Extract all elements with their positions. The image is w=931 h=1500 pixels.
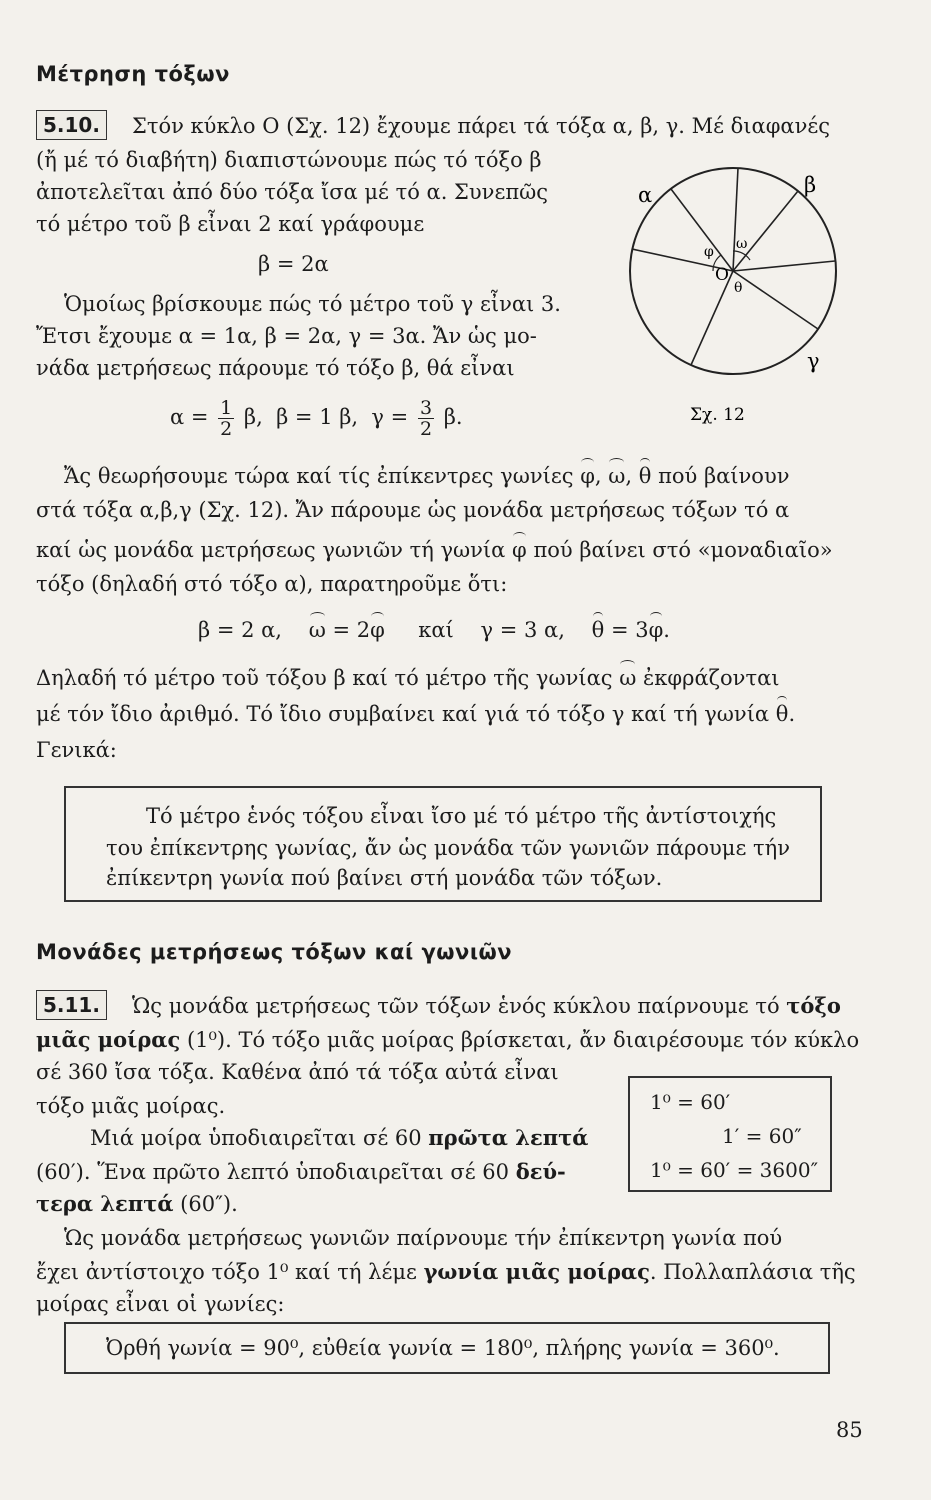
text-line: μέ τόν ἴδιο ἀριθμό. Τό ἴδιο συμβαίνει καί γιά τό τόξο γ καί τή γωνία θ. xyxy=(36,702,796,726)
text-line: στά τόξα α,β,γ (Σχ. 12). Ἄν πάρουμε ὡς μονάδα μετρήσεως τόξων τό α xyxy=(36,498,790,522)
fraction-three-halves: $\frac{3}{2}$ xyxy=(419,397,433,440)
text-line: Ἄς θεωρήσουμε τώρα καί τίς ἐπίκεντρες γωνίες φ, ω, θ πού βαίνουν xyxy=(64,464,790,488)
formula-part: β. xyxy=(443,405,463,429)
text-line: μοίρας εἶναι οἱ γωνίες: xyxy=(36,1292,285,1316)
text-line: τό μέτρο τοῦ β εἶναι 2 καί γράφουμε xyxy=(36,212,425,236)
text-line: τερα λεπτά (60″). xyxy=(36,1191,238,1216)
formula-part: γ = xyxy=(371,405,409,429)
box-line: ἐπίκεντρη γωνία πού βαίνει στή μονάδα τῶν τόξων. xyxy=(106,866,663,890)
angle-theta: θ xyxy=(638,464,652,488)
formula-part: β, xyxy=(243,405,263,429)
text-line: τόξο (δηλαδή στό τόξο α), παρατηροῦμε ὅτι: xyxy=(36,572,508,596)
formula-part: α = xyxy=(170,405,209,429)
section-heading-units: Μονάδες μετρήσεως τόξων καί γωνιῶν xyxy=(36,940,513,964)
text-line: Γενικά: xyxy=(36,738,117,762)
text-line: Ὡς μονάδα μετρήσεως γωνιῶν παίρνουμε τήν ἐπίκεντρη γωνία πού xyxy=(64,1226,783,1250)
angle-phi: φ xyxy=(512,538,527,562)
section-number-5-10: 5.10. xyxy=(36,110,107,140)
text-line: τόξο μιᾶς μοίρας. xyxy=(36,1094,226,1118)
fraction-one-half: $\frac{1}{2}$ xyxy=(220,397,233,440)
text-line: (ἤ μέ τό διαβήτη) διαπιστώνουμε πώς τό τόξο β xyxy=(36,148,542,172)
text-line: Στόν κύκλο Ο (Σχ. 12) ἔχουμε πάρει τά τόξα α, β, γ. Μέ διαφανές xyxy=(132,114,831,138)
text-line: νάδα μετρήσεως πάρουμε τό τόξο β, θά εἶναι xyxy=(36,356,515,380)
text-line: Ὡς μονάδα μετρήσεως τῶν τόξων ἑνός κύκλου παίρνουμε τό τόξο xyxy=(132,993,841,1018)
units-conversion-box xyxy=(628,1076,832,1192)
angle-phi: φ xyxy=(580,464,595,488)
equation-arc-angle: β = 2 α, ω = 2φ καί γ = 3 α, θ = 3φ. xyxy=(198,618,670,642)
label-center-o: O xyxy=(715,265,729,285)
box-line: 1′ = 60″ xyxy=(722,1124,802,1148)
formula-part: β = 1 β, xyxy=(276,405,359,429)
text-line: σέ 360 ἴσα τόξα. Καθένα ἀπό τά τόξα αὐτά εἶναι xyxy=(36,1060,559,1084)
text-line: μιᾶς μοίρας (1⁰). Τό τόξο μιᾶς μοίρας βρίσκεται, ἄν διαιρέσουμε τόν κύκλο xyxy=(36,1027,860,1052)
text-line: Ὁμοίως βρίσκουμε πώς τό μέτρο τοῦ γ εἶναι 3. xyxy=(64,292,561,316)
label-omega: ω xyxy=(736,236,748,252)
text-line: (60′). Ἕνα πρῶτο λεπτό ὑποδιαιρεῖται σέ 60 δεύ- xyxy=(36,1159,566,1184)
label-beta: β xyxy=(804,173,817,197)
text-line: Δηλαδή τό μέτρο τοῦ τόξου β καί τό μέτρο τῆς γωνίας ω ἐκφράζονται xyxy=(36,666,780,690)
box-line: του ἐπίκεντρης γωνίας, ἄν ὡς μονάδα τῶν γωνιῶν πάρουμε τήν xyxy=(106,836,790,860)
box-line: Ὀρθή γωνία = 90⁰, εὐθεία γωνία = 180⁰, πλήρης γωνία = 360⁰. xyxy=(106,1336,780,1360)
figure-caption: Σχ. 12 xyxy=(690,405,745,425)
formula-beta-2alpha: β = 2α xyxy=(258,252,329,276)
section-number-5-11: 5.11. xyxy=(36,990,107,1020)
formula-measures xyxy=(170,398,463,439)
text-line: ἀποτελεῖται ἀπό δύο τόξα ἴσα μέ τό α. Συνεπῶς xyxy=(36,180,549,204)
label-gamma: γ xyxy=(807,349,820,373)
text-line: καί ὡς μονάδα μετρήσεως γωνιῶν τή γωνία φ πού βαίνει στό «μοναδιαῖο» xyxy=(36,538,833,562)
text-line: Μιά μοίρα ὑποδιαιρεῖται σέ 60 πρῶτα λεπτά xyxy=(90,1125,589,1150)
angle-omega: ω xyxy=(608,464,626,488)
label-alpha: α xyxy=(638,183,653,207)
label-theta: θ xyxy=(734,280,743,296)
definition-box xyxy=(64,786,822,902)
label-phi: φ xyxy=(704,244,714,260)
text-line: Ἔτσι ἔχουμε α = 1α, β = 2α, γ = 3α. Ἄν ὡς μο- xyxy=(36,324,537,348)
figure-12-circle xyxy=(620,160,860,430)
text-line: ἔχει ἀντίστοιχο τόξο 1⁰ καί τή λέμε γωνία μιᾶς μοίρας. Πολλαπλάσια τῆς xyxy=(36,1259,856,1284)
box-line: 1⁰ = 60′ = 3600″ xyxy=(650,1158,819,1182)
angle-multiples-box xyxy=(64,1322,830,1374)
section-heading-arc-measurement: Μέτρηση τόξων xyxy=(36,62,230,86)
page-number: 85 xyxy=(836,1418,863,1442)
box-line: 1⁰ = 60′ xyxy=(650,1090,731,1114)
box-line: Τό μέτρο ἑνός τόξου εἶναι ἴσο μέ τό μέτρο τῆς ἀντίστοιχής xyxy=(146,804,777,828)
